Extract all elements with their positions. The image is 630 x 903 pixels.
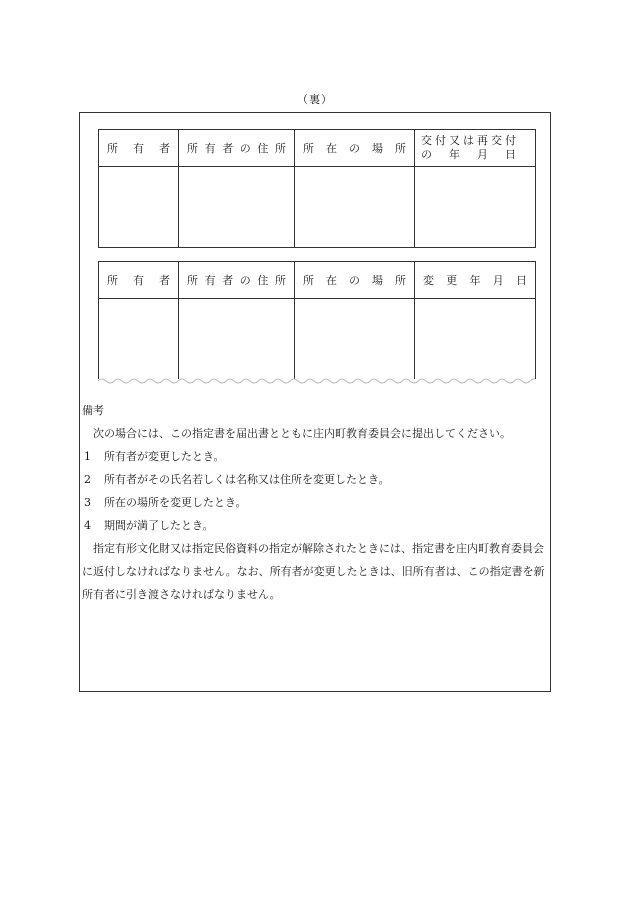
page-label: （裏）	[297, 93, 333, 106]
header-location: 所 在 の 場 所	[295, 130, 415, 167]
remarks-closing: 指定有形文化財又は指定民俗資料の指定が解除されたときには、指定書を庄内町教育委員会に返付しなければなりません。なお、所有者が変更したときは、旧所有者は、この指定書を新所有者に引き渡さなければなりません。	[82, 542, 545, 601]
header-issue-date: 交付又は再交付 の 年 月 日	[415, 130, 536, 167]
remarks-item: 3 所在の場所を変更したとき。	[84, 496, 247, 509]
table-continuation-wave	[98, 377, 535, 385]
cell-owner[interactable]	[99, 167, 179, 248]
cell-owner-address[interactable]	[179, 299, 295, 380]
cell-owner[interactable]	[99, 299, 179, 380]
cell-location[interactable]	[295, 299, 415, 380]
header-location: 所 在 の 場 所	[295, 262, 415, 299]
header-owner-address: 所 有 者 の 住 所	[179, 130, 295, 167]
registration-table-2	[98, 261, 536, 379]
header-owner: 所 有 者	[99, 130, 179, 167]
header-change-date: 変 更 年 月 日	[415, 262, 536, 299]
cell-change-date[interactable]	[415, 299, 536, 380]
remarks-item: 4 期間が満了したとき。	[84, 519, 214, 532]
header-owner-address: 所 有 者 の 住 所	[179, 262, 295, 299]
remarks-item: 1 所有者が変更したとき。	[84, 450, 225, 463]
remarks-title: 備考	[82, 404, 104, 417]
header-owner: 所 有 者	[99, 262, 179, 299]
remarks-section	[82, 399, 548, 606]
document-frame	[79, 112, 551, 692]
remarks-intro: 次の場合には、この指定書を届出書とともに庄内町教育委員会に提出してください。	[93, 427, 511, 440]
cell-location[interactable]	[295, 167, 415, 248]
remarks-item: 2 所有者がその氏名若しくは名称又は住所を変更したとき。	[84, 473, 390, 486]
registration-table-1	[98, 129, 536, 248]
cell-issue-date[interactable]	[415, 167, 536, 248]
cell-owner-address[interactable]	[179, 167, 295, 248]
